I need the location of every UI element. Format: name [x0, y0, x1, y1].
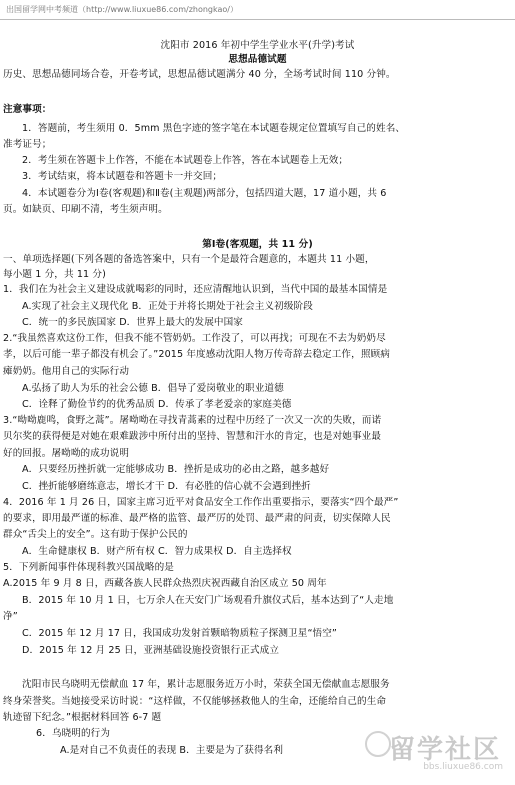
text-line: 每小题 1 分，共 11 分): [3, 269, 106, 280]
option-line: C．挫折能够磨练意志，增长才干 D．有必胜的信心就不会遇到挫折: [22, 481, 311, 492]
section-heading: 第Ⅰ卷(客观题，共 11 分): [202, 239, 313, 250]
header-divider: [0, 19, 515, 20]
text-line: 的要求，即用最严谨的标准、最严格的监管、最严厉的处罚、最严肃的问责，切实保障人民: [3, 513, 391, 524]
question-line: 6．乌晓明的行为: [36, 728, 111, 739]
notice-line: 3．考试结束，将本试题卷和答题卡一并交回；: [22, 171, 223, 182]
watermark-url: bbs.liuxue86.com: [423, 762, 503, 772]
option-line: A.是对自己不负责任的表现 B．主要是为了获得名利: [60, 745, 284, 756]
option-line: C．2015 年 12 月 17 日，我国成功发射首颗暗物质粒子探测卫星“悟空”: [22, 628, 337, 639]
option-line: A.弘扬了助人为乐的社会公德 B．倡导了爱岗敬业的职业道德: [22, 383, 284, 394]
option-line: A．只要经历挫折就一定能够成功 B．挫折是成功的必由之路，越多越好: [22, 464, 330, 475]
site-watermark: [359, 729, 509, 779]
exam-subtitle: 思想品德试题: [228, 54, 287, 65]
header-source: 出国留学网中考频道（http://www.liuxue86.com/zhongkao/）: [6, 5, 238, 14]
text-line: 一、单项选择题(下列各题的备选答案中，只有一个是最符合题意的，本题共 11 小题，: [3, 254, 375, 265]
notice-line: 4．本试题卷分为Ⅰ卷(客观题)和Ⅱ卷(主观题)两部分，包括四道大题，17 道小题，共 6: [22, 188, 387, 199]
exam-title: 沈阳市 2016 年初中学生学业水平(升学)考试: [160, 40, 355, 51]
text-line: 5．下列新闻事件体现科教兴国战略的是: [3, 562, 174, 573]
option-line: A．生命健康权 B．财产所有权 C．智力成果权 D．自主选择权: [22, 546, 292, 557]
option-line: D．2015 年 12 月 25 日，亚洲基础设施投资银行正式成立: [22, 645, 280, 656]
option-line: A.实现了社会主义现代化 B．正处于并将长期处于社会主义初级阶段: [22, 301, 313, 312]
option-line: A.2015 年 9 月 8 日，西藏各族人民群众热烈庆祝西藏自治区成立 50 周年: [3, 578, 327, 589]
notice-line: 页。如缺页、印刷不清，考生须声明。: [3, 204, 168, 215]
text-line: 轨迹留下纪念。”根据材料回答 6-7 题: [3, 712, 162, 723]
option-line: C．诠释了勤俭节约的优秀品质 D．传承了孝老爱亲的家庭美德: [22, 399, 292, 410]
text-line: 群众“舌尖上的安全”。这有助于保护公民的: [3, 529, 188, 540]
text-line: 1．我们在为社会主义建设成就喝彩的同时，还应清醒地认识到，当代中国的最基本国情是: [3, 284, 388, 295]
option-line: B．2015 年 10 月 1 日，七万余人在天安门广场观看升旗仪式后，基本达到了“人走地: [22, 595, 394, 606]
text-line: 终身荣誉奖。当她接受采访时说：“这样做，不仅能够拯救他人的生命，还能给自己的生命: [3, 696, 387, 707]
exam-intro: 历史、思想品德同场合卷，开卷考试，思想品德试题满分 40 分，全场考试时间 110 分钟。: [3, 69, 396, 80]
browser-header: [0, 0, 515, 20]
watermark-title: 留学社区: [388, 735, 501, 765]
notice-line: 1．答题前，考生须用 0．5mm 黑色字迹的签字笔在本试题卷规定位置填写自己的姓名、: [22, 123, 406, 134]
text-line: 4．2016 年 1 月 26 日，国家主席习近平对食品安全工作作出重要指示，要落实“四个最严”: [3, 497, 399, 508]
text-line: 2.“我虽然喜欢这份工作，但我不能不管奶奶。工作没了，可以再找；可现在不去为奶奶尽: [3, 333, 386, 344]
notice-line: 2．考生须在答题卡上作答，不能在本试题卷上作答，答在本试题卷上无效；: [22, 155, 349, 166]
text-line: 沈阳市民乌晓明无偿献血 17 年，累计志愿服务近万小时，荣获全国无偿献血志愿服务: [22, 679, 390, 690]
text-line: 瘫奶奶。他用自己的实际行动: [3, 366, 130, 377]
text-line: 孝，以后可能一辈子都没有机会了。”2015 年度感动沈阳人物万传奇辞去稳定工作，照顾病: [3, 349, 390, 360]
notice-line: 准考证号；: [3, 139, 52, 150]
text-line: 贝尔奖的获得便是对她在艰难跋涉中所付出的坚持、智慧和汗水的肯定，也是对她事业最: [3, 431, 382, 442]
text-line: 好的回报。屠呦呦的成功说明: [3, 448, 130, 459]
speech-bubble-icon: [365, 731, 391, 757]
option-line: C．统一的多民族国家 D．世界上最大的发展中国家: [22, 317, 244, 328]
text-line: 净”: [3, 611, 18, 622]
text-line: 3.“呦呦鹿鸣，食野之蒿”。屠呦呦在寻找青蒿素的过程中历经了一次又一次的失败，而诺: [3, 415, 382, 426]
notice-heading: 注意事项：: [3, 104, 52, 115]
exam-document: [0, 40, 515, 760]
